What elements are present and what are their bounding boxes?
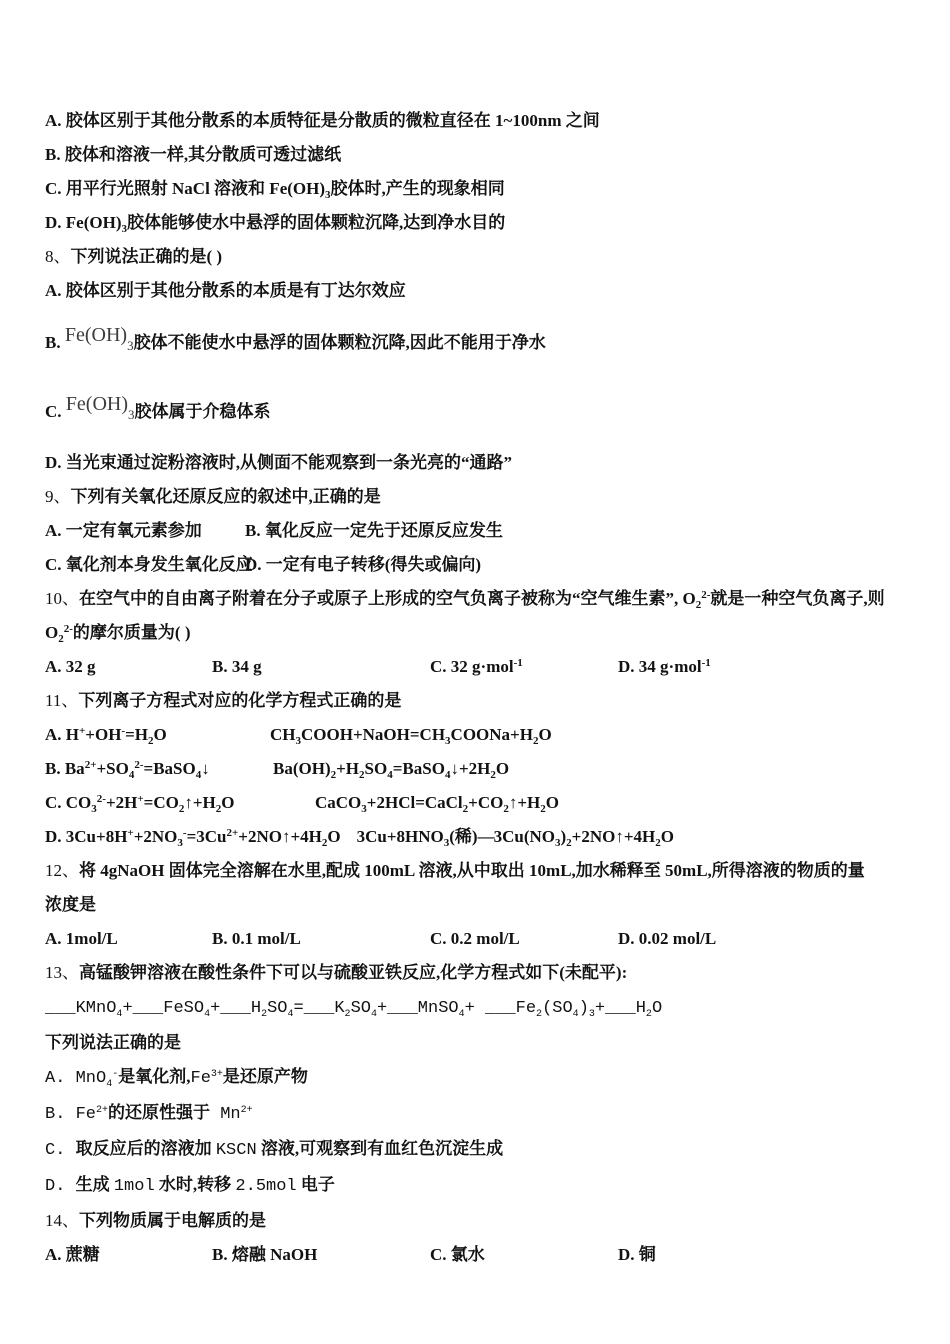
text-segment: SO [364, 759, 388, 778]
text-segment: A. 1mol/L [45, 929, 118, 948]
text-segment: O [651, 999, 663, 1018]
q10-stem-line2 [45, 616, 914, 650]
text-segment: O [45, 623, 59, 642]
text-segment: +2NO [133, 827, 178, 846]
text-segment: — [477, 827, 494, 846]
q8-stem [45, 240, 914, 274]
q11-option-a-cell-0 [45, 718, 270, 752]
q9-stem [45, 480, 914, 514]
text-segment: -1 [701, 657, 711, 669]
text-segment: D. Fe(OH) [45, 213, 122, 232]
text-segment: O [327, 827, 341, 846]
q14-options [45, 1238, 914, 1272]
text-segment: ) [578, 999, 589, 1018]
text-segment: A. 胶体区别于其他分散系的本质是有丁达尔效应 [45, 281, 406, 300]
text-segment: 3 [91, 803, 97, 815]
text-segment: Fe [190, 1069, 211, 1088]
text-segment: - [182, 827, 187, 839]
q10-options [45, 650, 914, 684]
text-segment: 2 [321, 837, 328, 849]
text-segment: + [137, 793, 144, 805]
text-segment: 2- [134, 759, 144, 771]
text-segment: 13、 [45, 963, 79, 982]
q7-option-a [45, 104, 914, 138]
text-segment: 水时,转移 [154, 1175, 236, 1194]
q12-options-cell-0 [45, 922, 212, 956]
text-segment: D. 当光束通过淀粉溶液时,从侧面不能观察到一条光亮的“通路” [45, 453, 513, 472]
text-segment: 2+ [96, 1105, 109, 1116]
text-segment: +___H [594, 999, 646, 1018]
text-segment: C. 0.2 mol/L [430, 929, 520, 948]
q10-options-cell-3 [618, 650, 711, 684]
text-segment: 2 [215, 803, 222, 815]
text-segment: =H [125, 725, 149, 744]
text-segment: 4 [116, 1009, 123, 1020]
text-segment: COOH+NaOH=CH [301, 725, 446, 744]
text-segment: 2- [63, 623, 73, 635]
text-segment: C. 氧化剂本身发生氧化反应 [45, 555, 253, 574]
q7-option-b [45, 138, 914, 172]
text-segment: =BaSO [392, 759, 445, 778]
q11-option-b-cell-1 [273, 752, 509, 786]
text-segment: 4 [370, 1009, 377, 1020]
q12-stem-line2 [45, 888, 914, 922]
text-segment: 2.5mol [235, 1177, 297, 1196]
text-segment: 4 [572, 1009, 579, 1020]
q10-options-cell-1 [212, 650, 430, 684]
text-segment: 2 [490, 769, 496, 781]
text-segment: 2 [655, 837, 661, 849]
text-segment: 3 [127, 338, 134, 353]
q8-option-c [45, 377, 914, 446]
text-segment: D. 铜 [618, 1245, 656, 1264]
text-segment: ↓+2H [450, 759, 491, 778]
text-segment: 11、 [45, 691, 79, 710]
text-segment: 4 [106, 1079, 113, 1090]
text-segment: -1 [513, 657, 523, 669]
q9-options-cd-cell-1 [245, 548, 481, 582]
text-segment: ) [560, 827, 567, 846]
text-segment: 2 [503, 803, 509, 815]
text-segment: +___H [210, 999, 262, 1018]
text-segment: - [112, 1069, 119, 1080]
text-segment: O [153, 725, 167, 744]
text-segment: Fe(OH) [64, 324, 128, 346]
text-segment: 2 [536, 1009, 543, 1020]
text-segment: =3Cu [186, 827, 227, 846]
text-segment: 2+ [226, 827, 239, 839]
text-segment: 的摩尔质量为( ) [72, 623, 191, 642]
text-segment: 3 [325, 189, 331, 201]
text-segment: 3 [443, 837, 450, 849]
q13-option-b [45, 1096, 914, 1132]
text-segment: 浓度是 [45, 895, 96, 914]
text-segment: B. Ba [45, 759, 85, 778]
q9-options-ab [45, 514, 914, 548]
text-segment: 2- [701, 589, 711, 601]
text-segment: C. 用平行光照射 NaCl 溶液和 Fe(OH) [45, 179, 326, 198]
q14-stem [45, 1204, 914, 1238]
text-segment: 9、 [45, 487, 71, 506]
q14-options-cell-3 [618, 1238, 656, 1272]
text-segment: A. [45, 1069, 76, 1088]
text-segment: O [538, 725, 552, 744]
text-segment: 胶体能够使水中悬浮的固体颗粒沉降,达到净水目的 [126, 213, 506, 232]
text-segment: O [545, 793, 559, 812]
text-segment: Mn [210, 1105, 241, 1124]
text-segment: 12、 [45, 861, 79, 880]
text-segment: 3 [177, 837, 183, 849]
text-segment: 2 [462, 803, 469, 815]
text-segment: +H [336, 759, 360, 778]
text-segment: =BaSO [143, 759, 196, 778]
text-segment: 2- [96, 793, 106, 805]
q9-options-ab-cell-1 [245, 514, 503, 548]
text-segment: 2+ [84, 759, 97, 771]
text-segment: A. 蔗糖 [45, 1245, 100, 1264]
text-segment: O [495, 759, 510, 778]
text-segment: 2 [58, 633, 64, 645]
text-segment: 2 [566, 837, 572, 849]
q11-option-c-cell-1 [315, 786, 559, 820]
q9-options-cd-cell-0 [45, 548, 253, 582]
text-segment: 3Cu+8HNO [356, 827, 444, 846]
q13-option-d [45, 1168, 914, 1204]
text-segment: (稀) [449, 827, 478, 846]
q7-option-c [45, 172, 914, 206]
text-segment: 下列说法正确的是 [45, 1033, 181, 1052]
text-segment: 4 [444, 769, 451, 781]
text-segment: 生成 [75, 1175, 114, 1194]
q7-option-d [45, 206, 914, 240]
q13-option-a [45, 1060, 914, 1096]
text-segment: 1mol [113, 1177, 155, 1196]
text-segment: - [121, 725, 126, 737]
q11-option-b-cell-0 [45, 752, 273, 786]
q10-options-cell-0 [45, 650, 212, 684]
text-segment: D. 0.02 mol/L [618, 929, 717, 948]
text-segment: 3Cu(NO [493, 827, 555, 846]
q12-options-cell-3 [618, 922, 716, 956]
q11-option-c-cell-0 [45, 786, 315, 820]
text-segment: 3 [445, 735, 451, 747]
text-segment: 溶液,可观察到有血红色沉淀生成 [256, 1139, 504, 1158]
text-segment: 下列离子方程式对应的化学方程式正确的是 [78, 691, 402, 710]
q9-options-cd [45, 548, 914, 582]
text-segment: 4 [287, 1009, 294, 1020]
text-segment: 是还原产物 [222, 1067, 308, 1086]
q13-option-c [45, 1132, 914, 1168]
text-segment: 2 [344, 1009, 351, 1020]
q13-stem [45, 956, 914, 990]
text-segment: CaCO [315, 793, 362, 812]
q14-options-cell-0 [45, 1238, 212, 1272]
text-segment: 14、 [45, 1211, 79, 1230]
text-segment: B. 熔融 NaOH [212, 1245, 318, 1264]
text-segment: A. 32 g [45, 657, 96, 676]
text-segment: 将 4gNaOH 固体完全溶解在水里,配成 100mL 溶液,从中取出 10mL,加水稀释至 50mL,所得溶液的物质的量 [79, 861, 865, 880]
text-segment: 2+ [240, 1105, 253, 1116]
text-segment: B. [45, 1105, 76, 1124]
text-segment: 3 [128, 407, 135, 422]
q11-stem [45, 684, 914, 718]
text-segment: B. 氧化反应一定先于还原反应发生 [245, 521, 503, 540]
text-segment: ___KMnO [45, 999, 117, 1018]
q8-option-b [45, 308, 914, 377]
q11-option-a-cell-1 [270, 718, 552, 752]
text-segment: 4 [458, 1009, 465, 1020]
text-segment: 2 [261, 1009, 268, 1020]
text-segment: +SO [96, 759, 129, 778]
text-segment: +___FeSO [122, 999, 205, 1018]
q12-options-cell-2 [430, 922, 618, 956]
text-segment: Fe [75, 1105, 97, 1124]
q10-stem-line1 [45, 582, 914, 616]
text-segment: O [221, 793, 235, 812]
q14-options-cell-1 [212, 1238, 430, 1272]
q13-equation [45, 990, 914, 1026]
text-segment: A. 一定有氧元素参加 [45, 521, 202, 540]
text-segment: 胶体不能使水中悬浮的固体颗粒沉降,因此不能用于净水 [133, 333, 546, 352]
text-segment: ↑+H [184, 793, 216, 812]
text-segment: 下列物质属于电解质的是 [79, 1211, 266, 1230]
text-segment: 3 [361, 803, 367, 815]
text-segment: + [79, 725, 86, 737]
text-segment: +2NO↑+4H [238, 827, 322, 846]
text-segment: 的还原性强于 [108, 1103, 211, 1122]
text-segment: 2 [695, 599, 702, 611]
q11-option-b [45, 752, 914, 786]
text-segment: +OH [85, 725, 122, 744]
text-segment: 3 [588, 1009, 595, 1020]
text-segment: ↓ [201, 759, 210, 778]
text-segment: MnO [75, 1069, 107, 1088]
text-segment: A. H [45, 725, 79, 744]
text-segment: SO [350, 999, 371, 1018]
text-segment: 10、 [45, 589, 79, 608]
text-segment: 2 [178, 803, 185, 815]
text-segment: 4 [204, 1009, 211, 1020]
text-segment: B. 胶体和溶液一样,其分散质可透过滤纸 [45, 145, 342, 164]
text-segment: B. [45, 333, 65, 352]
text-segment: 2 [645, 1009, 652, 1020]
text-segment: ↑+H [508, 793, 541, 812]
text-segment: 2 [330, 769, 337, 781]
q12-options [45, 922, 914, 956]
q14-options-cell-2 [430, 1238, 618, 1272]
text-segment: B. 0.1 mol/L [212, 929, 301, 948]
text-segment: 取反应后的溶液加 [75, 1139, 216, 1158]
text-segment: D. 34 g·mol [618, 657, 702, 676]
q10-options-cell-2 [430, 650, 618, 684]
text-segment: 在空气中的自由离子附着在分子或原子上形成的空气负离子被称为“空气维生素”, O [79, 589, 696, 608]
text-segment: 2 [359, 769, 365, 781]
text-segment: =___K [293, 999, 345, 1018]
text-segment: 3 [121, 223, 127, 235]
text-segment: 下列说法正确的是( ) [70, 247, 223, 266]
text-segment: KSCN [215, 1141, 257, 1160]
q12-options-cell-1 [212, 922, 430, 956]
text-segment: COONa+H [450, 725, 533, 744]
text-segment: 电子 [296, 1175, 335, 1194]
text-segment: O [660, 827, 675, 846]
text-segment: +2HCl=CaCl [366, 793, 463, 812]
text-segment: (SO [542, 999, 573, 1018]
text-segment: D. [45, 1177, 76, 1196]
text-segment: 2 [148, 735, 154, 747]
text-segment: + ___Fe [464, 999, 537, 1018]
text-segment: CH [270, 725, 296, 744]
text-segment: Ba(OH) [273, 759, 331, 778]
text-segment: 8、 [45, 247, 71, 266]
text-segment: +___MnSO [376, 999, 459, 1018]
text-segment: 4 [128, 769, 135, 781]
text-segment: 是氧化剂, [118, 1067, 191, 1086]
text-segment: +2NO↑+4H [571, 827, 656, 846]
text-segment: 4 [195, 769, 202, 781]
text-segment: C. 氯水 [430, 1245, 485, 1264]
q11-option-c [45, 786, 914, 820]
text-segment: Fe(OH) [65, 393, 128, 415]
text-segment: 2 [532, 735, 539, 747]
text-segment: 3+ [210, 1069, 223, 1080]
text-segment: C. [45, 402, 66, 421]
text-segment: B. 34 g [212, 657, 262, 676]
text-segment: C. CO [45, 793, 92, 812]
text-segment: D. 3Cu+8H [45, 827, 128, 846]
text-segment: C. [45, 1141, 76, 1160]
q9-options-ab-cell-0 [45, 514, 245, 548]
q13-substem [45, 1026, 914, 1060]
q12-stem-line1 [45, 854, 914, 888]
text-segment: 高锰酸钾溶液在酸性条件下可以与硫酸亚铁反应,化学方程式如下(未配平): [79, 963, 628, 982]
q11-option-a [45, 718, 914, 752]
text-segment: 2 [540, 803, 546, 815]
q8-option-a [45, 274, 914, 308]
text-segment: SO [267, 999, 288, 1018]
q8-option-d [45, 446, 914, 480]
text-segment: + [127, 827, 134, 839]
text-segment: 下列有关氧化还原反应的叙述中,正确的是 [70, 487, 381, 506]
text-segment: 就是一种空气负离子,则 [710, 589, 885, 608]
text-segment: 胶体属于介稳体系 [134, 402, 271, 421]
text-segment: 3 [295, 735, 301, 747]
text-segment: A. 胶体区别于其他分散系的本质特征是分散质的微粒直径在 1~100nm 之间 [45, 111, 600, 130]
text-segment: +2H [105, 793, 138, 812]
text-segment: 胶体时,产生的现象相同 [330, 179, 505, 198]
q11-option-d [45, 820, 914, 854]
text-segment: 3 [555, 837, 561, 849]
text-segment: +CO [468, 793, 504, 812]
text-segment: 4 [387, 769, 393, 781]
text-segment: D. 一定有电子转移(得失或偏向) [245, 555, 482, 574]
text-segment: C. 32 g·mol [430, 657, 514, 676]
text-segment: =CO [143, 793, 179, 812]
